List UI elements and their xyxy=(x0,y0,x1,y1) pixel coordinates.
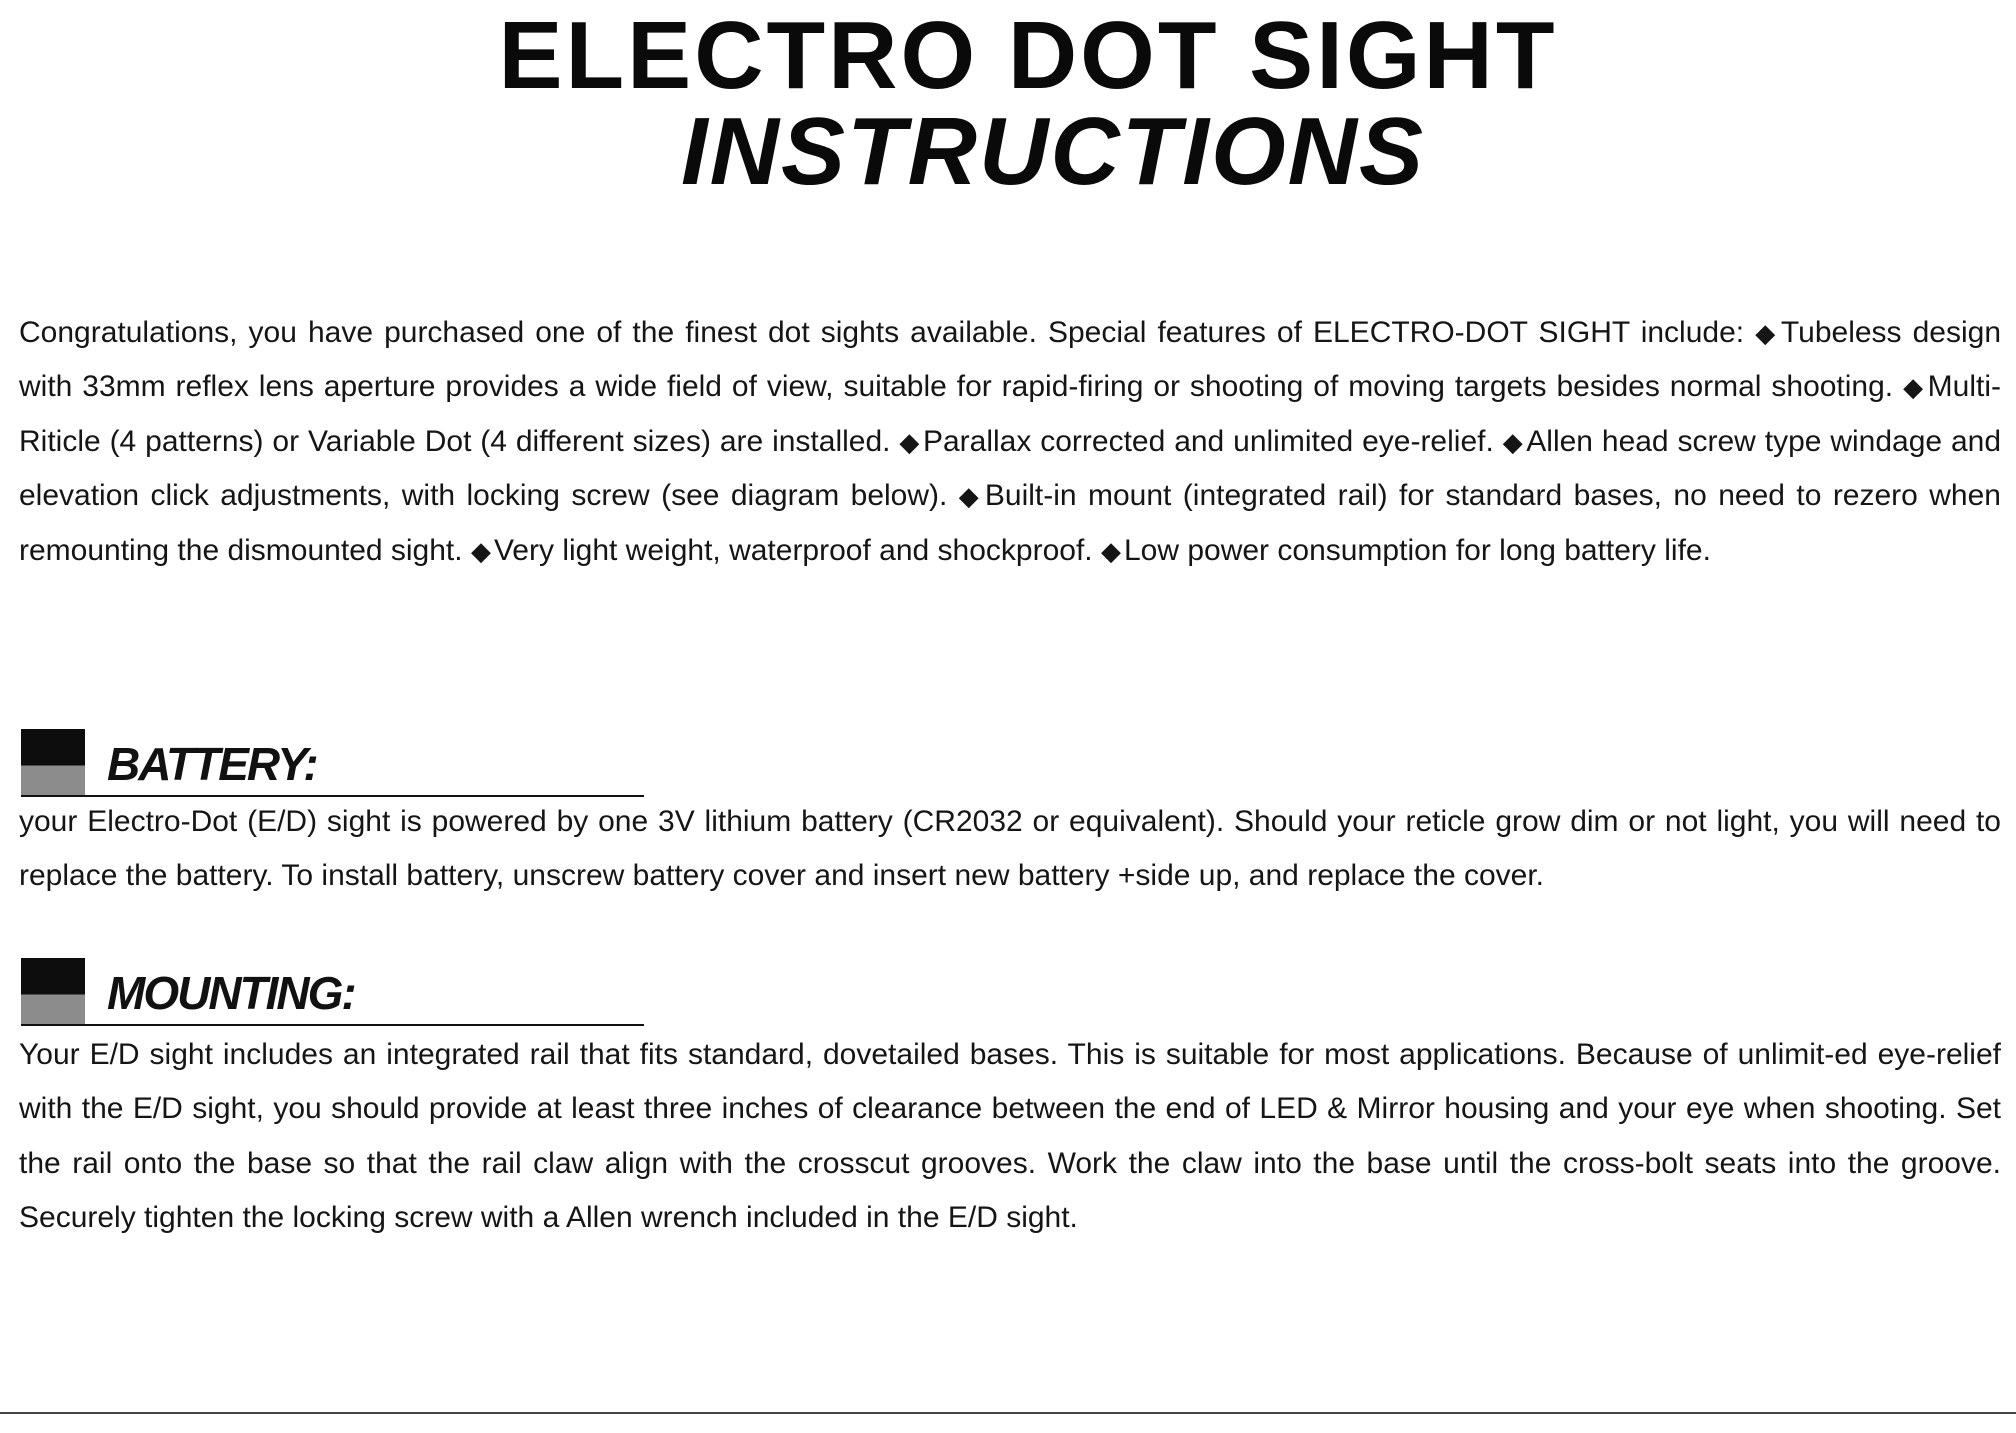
intro-paragraph xyxy=(19,306,2001,578)
feature-item: Tubeless design with 33mm reflex lens aperture provides a wide field of view, suitable for rapid-firing or shooting of moving targets besides normal shooting. xyxy=(19,316,2002,404)
bullet-diamond-icon: ◆ xyxy=(1903,372,1925,403)
mounting-paragraph: Your E/D sight includes an integrated rail that fits standard, dovetailed bases. This is suitable for most applications. Because of unlimit-ed eye-relief with the E/D sight, you should provide at least three inches of clearance between the end of LED & Mirror housing and your eye when shooting. Set the rail onto the base so that the rail claw align with the crosscut grooves. Work the claw into the base until the cross-bolt seats into the groove. Securely tighten the locking screw with a Allen wrench included in the E/D sight. xyxy=(19,1038,2001,1235)
mounting-heading-label: MOUNTING: xyxy=(107,967,355,1019)
section-marker-icon xyxy=(21,958,85,1024)
feature-item: Very light weight, waterproof and shockproof. xyxy=(493,533,1093,567)
feature-item: Parallax corrected and unlimited eye-relief. xyxy=(922,424,1494,458)
feature-item: Allen head screw type windage and elevation click adjustments, with locking screw (see diagram below). xyxy=(19,424,2002,513)
feature-item: Multi-Riticle (4 patterns) or Variable Dot (4 different sizes) are installed. xyxy=(19,370,2001,458)
battery-section-heading xyxy=(21,729,644,797)
intro-opening: Congratulations, you have purchased one of the finest dot sights available. Special features of ELECTRO-DOT SIGHT include: xyxy=(19,316,1745,349)
bullet-diamond-icon: ◆ xyxy=(958,481,982,512)
page-bottom-rule xyxy=(0,1412,2016,1414)
bullet-diamond-icon: ◆ xyxy=(470,535,491,566)
document-title: ELECTRO DOT SIGHT xyxy=(498,2,1558,109)
bullet-diamond-icon: ◆ xyxy=(1502,426,1524,457)
feature-item: Low power consumption for long battery life. xyxy=(1123,533,1711,567)
bullet-diamond-icon: ◆ xyxy=(899,426,920,457)
feature-item: Built-in mount (integrated rail) for standard bases, no need to rezero when remounting the dismounted sight. xyxy=(19,479,2001,567)
section-marker-icon xyxy=(21,729,85,795)
battery-heading-label: BATTERY: xyxy=(107,738,317,790)
bullet-diamond-icon: ◆ xyxy=(1755,318,1778,348)
battery-paragraph: your Electro-Dot (E/D) sight is powered by one 3V lithium battery (CR2032 or equivalent). Should your reticle grow dim or not light, you will need to replace the battery. To install battery, unscrew battery cover and insert new battery +side up, and replace the cover. xyxy=(19,805,2001,893)
mounting-section-heading xyxy=(21,958,644,1026)
document-subtitle: INSTRUCTIONS xyxy=(681,98,1425,205)
bullet-diamond-icon: ◆ xyxy=(1100,535,1121,566)
